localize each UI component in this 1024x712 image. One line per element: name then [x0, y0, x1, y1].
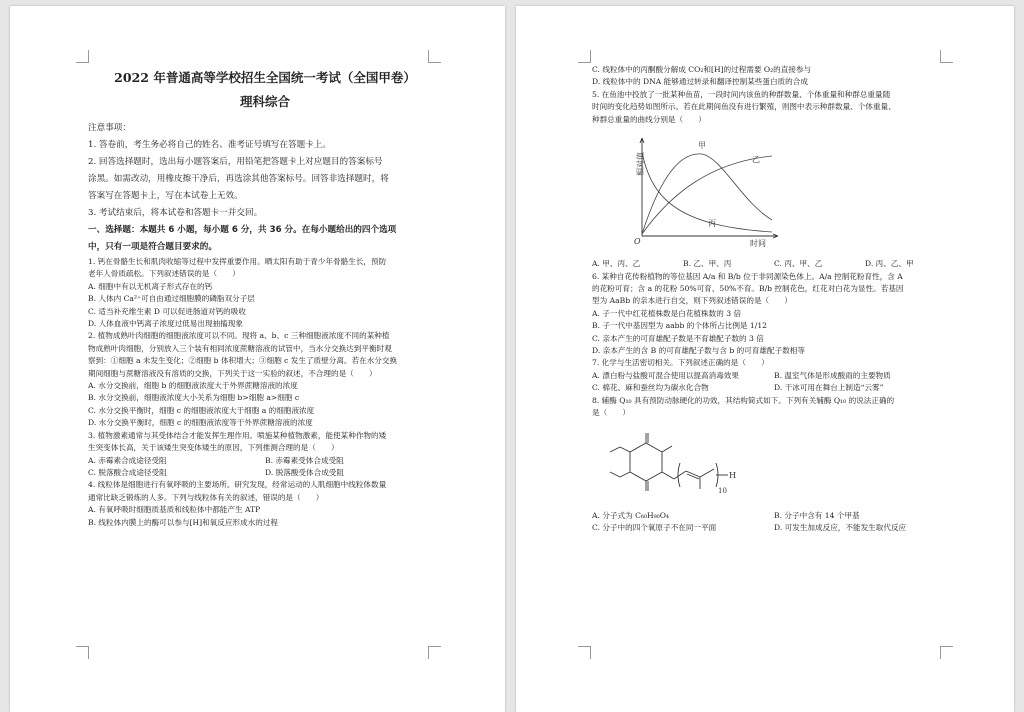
option-b: B. 水分交换前，细胞液浓度大小关系为细胞 b>细胞 a>细胞 c — [88, 393, 300, 403]
question-line: 的花粉可育；含 a 的花粉 50%可育、50%不育。B/b 控制花色，红花对白花为显性。若基因 — [592, 283, 904, 293]
option-row — [592, 258, 956, 270]
notice-line: 涂黑。如需改动，用橡皮擦干净后，再选涂其他答案标号。回答非选择题时，将 — [88, 174, 389, 184]
question-line: 7. 化学与生活密切相关。下列叙述正确的是（ ） — [592, 358, 769, 368]
notice-line: 1. 答卷前，考生务必将自己的姓名、准考证号填写在答题卡上。 — [88, 140, 331, 150]
question-line: 2. 植物成熟叶肉细胞的细胞液浓度可以不同。现将 a、b、c 三种细胞液浓度不同的某种植 — [88, 331, 390, 341]
x-axis-label: 时间 — [750, 239, 766, 249]
question-6 — [592, 271, 956, 358]
option-row — [592, 382, 956, 394]
question-line: 6. 某种自花传粉植物的等位基因 A/a 和 B/b 位于非同源染色体上。A/a 控制花粉育性，含 A — [592, 271, 903, 281]
right-page — [516, 6, 1014, 712]
right-page-content — [592, 64, 956, 534]
crop-mark — [940, 50, 953, 63]
question-line: 通常比缺乏锻炼的人多。下列与线粒体有关的叙述，错误的是（ ） — [88, 492, 324, 502]
crop-mark — [578, 646, 591, 659]
exam-title: 2022 年普通高等学校招生全国统一考试（全国甲卷） — [114, 70, 416, 85]
notice-line: 答案写在答题卡上，写在本试卷上无效。 — [88, 191, 243, 201]
question-line: 8. 辅酶 Q₁₀ 具有预防动脉硬化的功效，其结构简式如下。下列有关辅酶 Q₁₀ 的说法正确的 — [592, 395, 895, 405]
crop-mark — [428, 646, 441, 659]
option-a: A. 分子式为 C₆₀H₉₀O₄ — [592, 510, 669, 520]
crop-mark — [428, 50, 441, 63]
option-b: B. 乙、甲、丙 — [683, 259, 732, 269]
quinone-ring — [630, 443, 662, 481]
option-b: B. 线粒体内膜上的酶可以参与[H]和氧反应形成水的过程 — [88, 517, 279, 527]
option-d: D. 可发生加成反应，不能发生取代反应 — [774, 522, 907, 532]
option-b: B. 人体内 Ca²⁺可自由通过细胞膜的磷脂双分子层 — [88, 294, 255, 304]
option-c: C. 分子中的四个氧原子不在同一平面 — [592, 522, 717, 532]
methoxy-bond-1 — [620, 447, 630, 452]
curve-label-jia: 甲 — [698, 141, 706, 151]
crop-mark — [76, 646, 89, 659]
option-row — [88, 455, 442, 467]
option-d: D. 亲本产生的含 B 的可育雄配子数与含 b 的可育雄配子数相等 — [592, 345, 805, 355]
question-5 — [592, 89, 956, 271]
option-c: C. 亲本产生的可育雄配子数是不育雄配子数的 3 倍 — [592, 333, 764, 343]
option-c: C. 脱落酸合成途径受阻 — [88, 467, 167, 477]
option-row — [592, 510, 956, 522]
option-row — [88, 467, 442, 479]
chain-bond-3 — [700, 469, 714, 477]
option-a: A. 水分交换前，细胞 b 的细胞液浓度大于外界蔗糖溶液的浓度 — [88, 381, 298, 391]
option-c: C. 适当补充维生素 D 可以促进肠道对钙的吸收 — [88, 306, 246, 316]
option-a: A. 甲、丙、乙 — [592, 259, 641, 269]
question-line: 5. 在鱼池中投放了一批某种鱼苗，一段时间内该鱼的种群数量、个体重量和种群总重量随 — [592, 89, 891, 99]
option-row — [592, 522, 956, 534]
question-line: 4. 线粒体是细胞进行有氧呼吸的主要场所。研究发现，经常运动的人肌细胞中线粒体数量 — [88, 480, 387, 490]
option-a: A. 漂白粉与盐酸可混合使用以提高消毒效果 — [592, 370, 739, 380]
question-8 — [592, 395, 956, 535]
y-axis-label: 相对值 — [636, 152, 645, 177]
notice-line: 2. 回答选择题时，选出每小题答案后，用铅笔把答题卡上对应题目的答案标号 — [88, 157, 383, 167]
crop-mark — [578, 50, 591, 63]
question-line: 1. 钙在骨骼生长和肌肉收缩等过程中发挥重要作用。晒太阳有助于青少年骨骼生长，预防 — [88, 257, 387, 266]
chain-double-bond-2 — [687, 474, 699, 479]
option-d: D. 干冰可用在舞台上制造“云雾” — [774, 383, 884, 393]
option-c: C. 丙、甲、乙 — [774, 259, 823, 269]
chain-bond-2 — [674, 471, 686, 479]
option-b: B. 赤霉素受体合成受阻 — [265, 455, 344, 465]
curve-bing — [642, 152, 772, 232]
origin-label: O — [634, 237, 641, 247]
question-line: 察到：①细胞 a 未发生变化；②细胞 b 体积增大；③细胞 c 发生了质壁分离。若在水分交换 — [88, 356, 398, 366]
option-d: D. 脱落酸受体合成受阻 — [265, 467, 344, 477]
exam-subtitle: 理科综合 — [239, 94, 290, 109]
option-a: A. 子一代中红花植株数是白花植株数的 3 倍 — [592, 308, 742, 318]
option-a: A. 赤霉素合成途径受阻 — [88, 455, 167, 465]
question-7 — [592, 357, 956, 394]
methoxy-methyl-2 — [610, 472, 620, 477]
question-1 — [88, 256, 442, 330]
option-b: B. 分子中含有 14 个甲基 — [774, 510, 860, 520]
question-line: 时间的变化趋势如图所示。若在此期间鱼没有进行繁殖，则图中表示种群数量、个体重量、 — [592, 102, 896, 112]
terminal-atom: H — [729, 471, 736, 481]
question-line: 是（ ） — [592, 408, 630, 417]
question-line: 3. 植物激素通常与其受体结合才能发挥生理作用。喷施某种植物激素，能使某种作物的矮 — [88, 430, 387, 440]
option-a: A. 细胞中有以无机离子形式存在的钙 — [88, 281, 213, 291]
methoxy-methyl-1 — [610, 447, 620, 452]
population-curve-graph — [622, 132, 782, 250]
notice-line: 3. 考试结束后，将本试卷和答题卡一并交回。 — [88, 208, 263, 218]
left-page — [10, 6, 505, 712]
option-c: C. 线粒体中的丙酮酸分解成 CO₂和[H]的过程需要 O₂的直接参与 — [592, 65, 812, 74]
repeat-subscript: 10 — [718, 487, 727, 496]
question-line: 种群总重量的曲线分别是（ ） — [592, 114, 706, 124]
option-b: B. 子一代中基因型为 aabb 的个体所占比例是 1/12 — [592, 321, 767, 331]
option-row — [592, 370, 956, 382]
question-line: 型为 AaBb 的亲本进行自交，则下列叙述错误的是（ ） — [592, 296, 792, 306]
curve-label-bing: 丙 — [708, 219, 716, 229]
crop-mark — [76, 50, 89, 63]
notice-list — [88, 137, 442, 222]
left-page-content — [88, 66, 442, 529]
option-b: B. 温室气体是形成酸雨的主要物质 — [774, 370, 891, 380]
question-line: 期间细胞与蔗糖溶液没有溶质的交换，下列关于这一实验的叙述，不合理的是（ ） — [88, 368, 377, 378]
section-heading: 中，只有一项是符合题目要求的。 — [88, 242, 217, 252]
coenzyme-q10-structure — [606, 427, 756, 499]
option-c: C. 棉花、麻和蚕丝均为碳水化合物 — [592, 383, 709, 393]
option-a: A. 有氧呼吸时细胞质基质和线粒体中都能产生 ATP — [88, 505, 261, 515]
option-d: D. 水分交换平衡时，细胞 c 的细胞液浓度等于外界蔗糖溶液的浓度 — [88, 418, 313, 428]
question-line: 物成熟叶肉细胞，分别放入三个装有相同浓度蔗糖溶液的试管中，当水分交换达到平衡时观 — [88, 343, 392, 353]
section-heading: 一、选择题：本题共 6 小题，每小题 6 分，共 36 分。在每小题给出的四个选项 — [88, 225, 397, 235]
option-d: D. 线粒体中的 DNA 能够通过转录和翻译控制某些蛋白质的合成 — [592, 77, 808, 87]
methyl-bond — [662, 446, 672, 452]
question-line: 生突变体长高，关于该矮生突变体矮生的原因，下列推测合理的是（ ） — [88, 443, 339, 453]
curve-label-yi: 乙 — [752, 155, 760, 165]
option-c: C. 水分交换平衡时，细胞 c 的细胞液浓度大于细胞 a 的细胞液浓度 — [88, 405, 315, 415]
question-4 — [88, 479, 442, 529]
crop-mark — [940, 646, 953, 659]
question-line: 老年人骨质疏松。下列叙述错误的是（ ） — [88, 269, 240, 279]
option-d: D. 丙、乙、甲 — [865, 259, 914, 269]
methoxy-bond-2 — [620, 472, 630, 477]
question-2 — [88, 330, 442, 429]
option-d: D. 人体血液中钙离子浓度过低易出现抽搐现象 — [88, 319, 243, 329]
notice-heading: 注意事项： — [88, 123, 131, 133]
chain-bond-1 — [662, 472, 674, 479]
question-3 — [88, 430, 442, 480]
